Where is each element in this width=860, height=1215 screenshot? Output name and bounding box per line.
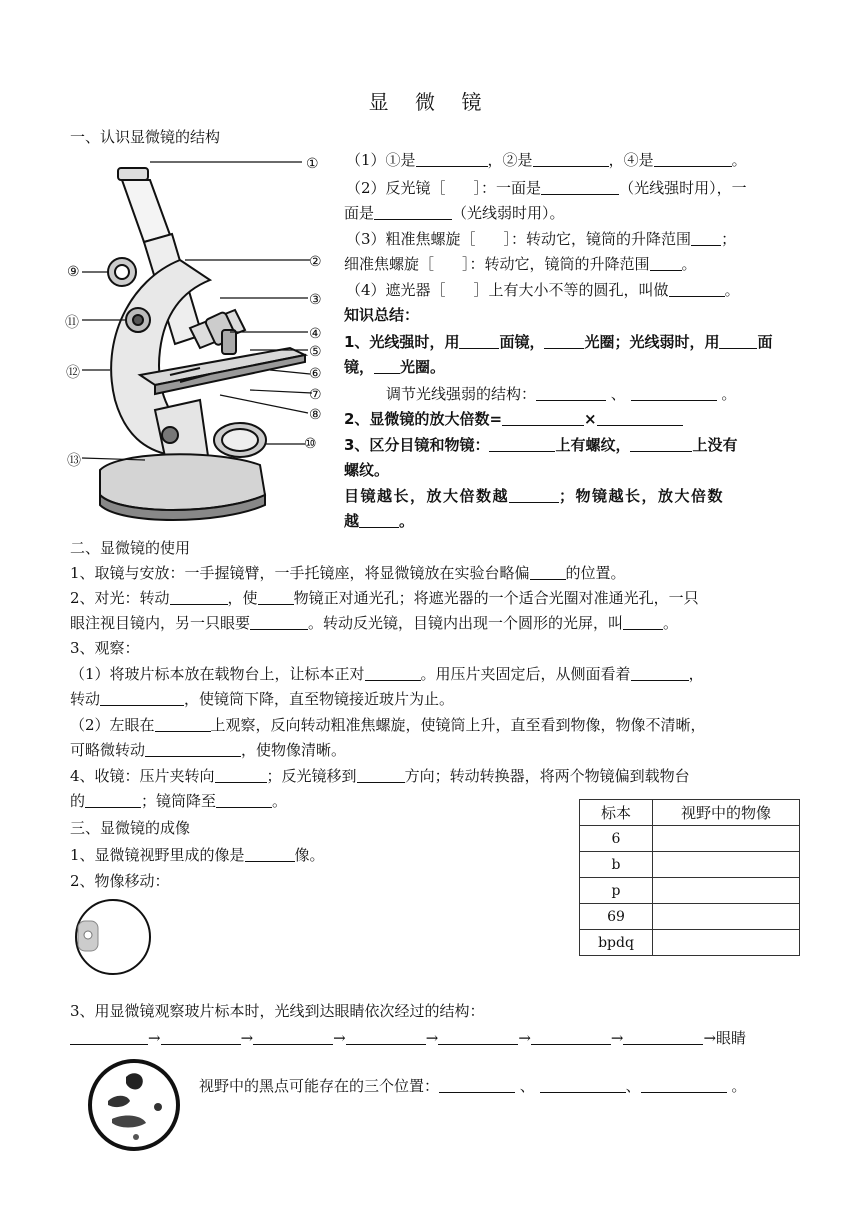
summary-line4 <box>344 485 724 506</box>
callout-11: ⑪ <box>65 315 79 331</box>
table-cell: 6 <box>580 826 653 852</box>
q1-blank-3[interactable] <box>654 150 732 167</box>
summary-line1 <box>344 331 773 352</box>
s3l4-text-c: 、 <box>625 1077 641 1095</box>
table-cell: 69 <box>580 904 653 930</box>
summary-title: 知识总结： <box>344 306 420 324</box>
s1-blank-3[interactable] <box>719 332 757 349</box>
section2-heading: 二、显微镜的使用 <box>70 539 191 557</box>
summary-line1c <box>386 382 736 406</box>
s2l4b-blank-1[interactable] <box>85 791 141 808</box>
q4-text-a: （4）遮光器［ <box>346 281 446 299</box>
s4-blank-1[interactable] <box>509 486 559 503</box>
table-answer-cell[interactable] <box>653 826 800 852</box>
page-title: 显 微 镜 <box>368 90 492 114</box>
callout-8: ⑧ <box>309 407 322 423</box>
s3l1-text-a: 1、显微镜视野里成的像是 <box>70 846 245 864</box>
s1-text-e: 镜， <box>344 358 375 376</box>
s2l2b-text-a: 眼注视目镜内，另一只眼要 <box>70 614 251 632</box>
table-cell: bpdq <box>580 930 653 956</box>
s3-l3: 3、用显微镜观察玻片标本时，光线到达眼睛依次经过的结构： <box>70 1002 485 1020</box>
table-answer-cell[interactable] <box>653 852 800 878</box>
light-path-blank-5[interactable] <box>438 1028 518 1045</box>
s2-l1 <box>70 561 626 585</box>
s2l1-text-a: 1、取镜与安放：一手握镜臂，一手托镜座，将显微镜放在实验台略偏 <box>70 564 530 582</box>
q1-text-a: （1）①是 <box>346 151 416 169</box>
q2-blank-2[interactable] <box>374 203 452 220</box>
q1-text-end: 。 <box>731 151 747 169</box>
s2-blank-1[interactable] <box>502 409 584 426</box>
table-answer-cell[interactable] <box>653 904 800 930</box>
s2l2b-blank-2[interactable] <box>623 613 663 630</box>
q2-text-d: 面是 <box>344 204 375 222</box>
s2l3d-text-a: 可略微转动 <box>70 741 146 759</box>
s1b-blank-2[interactable] <box>631 384 717 401</box>
s2l4b-text-b: ；镜筒降至 <box>141 792 217 810</box>
s3l1-text-b: 像。 <box>294 846 325 864</box>
q2-text-e: （光线弱时用）。 <box>452 204 565 222</box>
s4-text-a: 目镜越长，放大倍数越 <box>344 487 510 505</box>
s3l4-text-b: 、 <box>519 1077 535 1095</box>
arrow-icon: → <box>148 1029 161 1047</box>
table-answer-cell[interactable] <box>653 930 800 956</box>
arrow-icon: → <box>610 1029 624 1047</box>
table-header-specimen: 标本 <box>580 800 653 826</box>
s3-l2: 2、物像移动： <box>70 872 170 890</box>
q3-text-d: 细准焦螺旋［ <box>344 255 435 273</box>
s2-l2b <box>70 611 678 635</box>
s2l3c-text-b: 上观察，反向转动粗准焦螺旋，使镜筒上升，直至看到物像，物像不清晰， <box>210 716 706 734</box>
s2l3c-text-a: （2）左眼在 <box>70 716 155 734</box>
light-path-blank-1[interactable] <box>70 1028 148 1045</box>
q3-line2 <box>344 252 697 276</box>
s2l2-text-b: ，使 <box>227 589 258 607</box>
q1-text-b: ，②是 <box>487 151 533 169</box>
s2l4b-text-c: 。 <box>272 792 288 810</box>
field-of-view-circle <box>73 897 153 977</box>
s2l4b-text-a: 的 <box>70 792 86 810</box>
s2l4-text-a: 4、收镜：压片夹转向 <box>70 767 215 785</box>
s2l3a-text-a: （1）将玻片标本放在载物台上，让标本正对 <box>70 665 365 683</box>
s3-text-b: 上有螺纹， <box>555 436 631 454</box>
table-cell: p <box>580 878 653 904</box>
q2-text-a: （2）反光镜［ <box>346 179 446 197</box>
s3l1-blank[interactable] <box>245 845 295 862</box>
q1-blank-1[interactable] <box>416 150 488 167</box>
s2-l3d <box>70 738 346 762</box>
eye-label: →眼睛 <box>703 1029 747 1047</box>
s2l3b-blank[interactable] <box>100 689 184 706</box>
callout-2: ② <box>309 254 322 270</box>
s2-l4b <box>70 789 287 813</box>
callout-7: ⑦ <box>309 387 322 403</box>
s2l3d-text-b: ，使物像清晰。 <box>241 741 347 759</box>
s2-l3: 3、观察： <box>70 639 140 657</box>
s1-text-f: 光圈。 <box>400 358 446 376</box>
s1-text-a: 1、光线强时，用 <box>344 333 460 351</box>
arrow-icon: → <box>240 1029 254 1047</box>
s2l4b-blank-2[interactable] <box>216 791 272 808</box>
s2l2b-text-b: 。转动反光镜，目镜内出现一个圆形的光屏，叫 <box>308 614 624 632</box>
s1-blank-1[interactable] <box>459 332 499 349</box>
q1-text-c: ，④是 <box>608 151 654 169</box>
summary-line4b <box>344 510 414 531</box>
s3l4-text-a: 视野中的黑点可能存在的三个位置： <box>199 1077 440 1095</box>
summary-line3b: 螺纹。 <box>344 461 390 479</box>
light-path-blank-3[interactable] <box>253 1028 333 1045</box>
s3-blank-1[interactable] <box>489 435 555 452</box>
q3-text-b: ］：转动它，镜筒的升降范围 <box>503 230 692 248</box>
s2l4-blank-2[interactable] <box>357 766 405 783</box>
s2-blank-2[interactable] <box>597 409 683 426</box>
summary-line1b <box>344 356 445 377</box>
s2l3a-text-b: 。用压片夹固定后，从侧面看着 <box>420 665 631 683</box>
q4-line <box>346 278 740 302</box>
s4-text-c: 越 <box>344 512 360 530</box>
section3-heading: 三、显微镜的成像 <box>70 819 191 837</box>
q3-text-c: ； <box>721 230 737 248</box>
q2-line2 <box>344 201 565 225</box>
dark-spot-view-circle <box>86 1057 182 1153</box>
s3-l1 <box>70 843 325 867</box>
q1-blank-2[interactable] <box>533 150 609 167</box>
s3l4-blank-2[interactable] <box>540 1076 626 1093</box>
table-header-row <box>580 800 800 826</box>
callout-10: ⑩ <box>304 436 317 452</box>
light-path-blank-4[interactable] <box>346 1028 426 1045</box>
q3-text-e: ］：转动它，镜筒的升降范围 <box>462 255 650 273</box>
s1-text-c: 光圈；光线弱时，用 <box>584 333 720 351</box>
s1b-blank-1[interactable] <box>536 384 606 401</box>
arrow-icon: → <box>425 1029 439 1047</box>
light-path-chain <box>70 1027 746 1048</box>
s1b-text-c: 。 <box>721 385 737 403</box>
s1b-text-a: 调节光线强弱的结构： <box>386 385 537 403</box>
q3-blank-2[interactable] <box>650 254 682 271</box>
specimen-table <box>579 799 800 956</box>
callout-9: ⑨ <box>67 264 80 280</box>
s1b-text-b: 、 <box>610 385 626 403</box>
s2l2-blank-2[interactable] <box>258 588 294 605</box>
callout-12: ⑫ <box>66 365 80 381</box>
callout-4: ④ <box>309 326 322 342</box>
s2l2-text-a: 2、对光：转动 <box>70 589 170 607</box>
s2l3a-blank-2[interactable] <box>631 664 689 681</box>
callout-13: ⑬ <box>67 453 81 469</box>
q2-line1 <box>346 176 747 200</box>
s2l1-text-b: 的位置。 <box>565 564 626 582</box>
s2-l2 <box>70 586 699 610</box>
table-row <box>580 878 800 904</box>
s2-l3a <box>70 662 704 686</box>
s1-blank-4[interactable] <box>374 357 400 374</box>
table-row <box>580 852 800 878</box>
q3-blank-1[interactable] <box>691 229 721 246</box>
s2l2b-text-c: 。 <box>663 614 679 632</box>
s4-blank-2[interactable] <box>359 511 399 528</box>
s2l2-text-c: 物镜正对通光孔；将遮光器的一个适合光圈对准通光孔，一只 <box>293 589 699 607</box>
summary-line3 <box>344 434 737 455</box>
table-row <box>580 930 800 956</box>
s2-text-b: × <box>584 410 597 428</box>
s1-blank-2[interactable] <box>544 332 584 349</box>
q2-text-b: ］：一面是 <box>473 179 542 197</box>
table-row <box>580 826 800 852</box>
s3l4-blank-3[interactable] <box>641 1076 727 1093</box>
table-header-image: 视野中的物像 <box>653 800 800 826</box>
light-path-blank-6[interactable] <box>531 1028 611 1045</box>
section1-heading: 一、认识显微镜的结构 <box>70 128 221 146</box>
light-path-blank-2[interactable] <box>161 1028 241 1045</box>
s3-text-a: 3、区分目镜和物镜： <box>344 436 490 454</box>
q1-line <box>346 148 747 172</box>
s2-l3c <box>70 713 706 737</box>
s1-text-d: 面 <box>757 333 773 351</box>
s2l1-blank[interactable] <box>530 563 566 580</box>
table-answer-cell[interactable] <box>653 878 800 904</box>
s2l4-text-b: ；反光镜移到 <box>266 767 357 785</box>
s2-l4 <box>70 764 690 788</box>
s2l3a-blank-1[interactable] <box>365 664 421 681</box>
s2l4-text-c: 方向；转动转换器，将两个物镜偏到载物台 <box>404 767 690 785</box>
s3-text-c: 上没有 <box>692 436 738 454</box>
s3-blank-2[interactable] <box>630 435 692 452</box>
arrow-icon: → <box>333 1029 346 1047</box>
table-cell: b <box>580 852 653 878</box>
s3l4-text-d: 。 <box>731 1077 747 1095</box>
q3-text-a: （3）粗准焦螺旋［ <box>346 230 476 248</box>
s2l2b-blank-1[interactable] <box>250 613 308 630</box>
q2-text-c: （光线强时用），一 <box>619 179 747 197</box>
q3-text-f: 。 <box>681 255 697 273</box>
light-path-blank-7[interactable] <box>623 1028 703 1045</box>
q4-text-c: 。 <box>724 281 740 299</box>
s2l2-blank-1[interactable] <box>170 588 228 605</box>
callout-1: ① <box>306 156 319 172</box>
s2l3c-blank[interactable] <box>155 715 211 732</box>
s3-l4 <box>199 1074 746 1098</box>
table-row <box>580 904 800 930</box>
s2-text-a: 2、显微镜的放大倍数= <box>344 410 503 428</box>
s2l3d-blank[interactable] <box>145 740 241 757</box>
s2l4-blank-1[interactable] <box>215 766 267 783</box>
s2l3b-text-b: ，使镜筒下降，直至物镜接近玻片为止。 <box>184 690 455 708</box>
q4-blank-1[interactable] <box>669 280 725 297</box>
s2l3a-text-c: ， <box>688 665 704 683</box>
microscope-illustration <box>60 150 330 530</box>
s3l4-blank-1[interactable] <box>439 1076 515 1093</box>
q3-line1 <box>346 227 736 251</box>
q2-blank-1[interactable] <box>541 178 619 195</box>
arrow-icon: → <box>518 1029 531 1047</box>
s2l3b-text-a: 转动 <box>70 690 101 708</box>
summary-line2 <box>344 408 683 429</box>
s4-text-b: ；物镜越长，放大倍数 <box>559 487 725 505</box>
s4-text-d: 。 <box>399 512 415 530</box>
callout-5: ⑤ <box>309 344 322 360</box>
q4-text-b: ］上有大小不等的圆孔，叫做 <box>473 281 669 299</box>
s2-l3b <box>70 687 454 711</box>
s1-text-b: 面镜， <box>499 333 545 351</box>
callout-3: ③ <box>309 292 322 308</box>
callout-6: ⑥ <box>309 366 322 382</box>
